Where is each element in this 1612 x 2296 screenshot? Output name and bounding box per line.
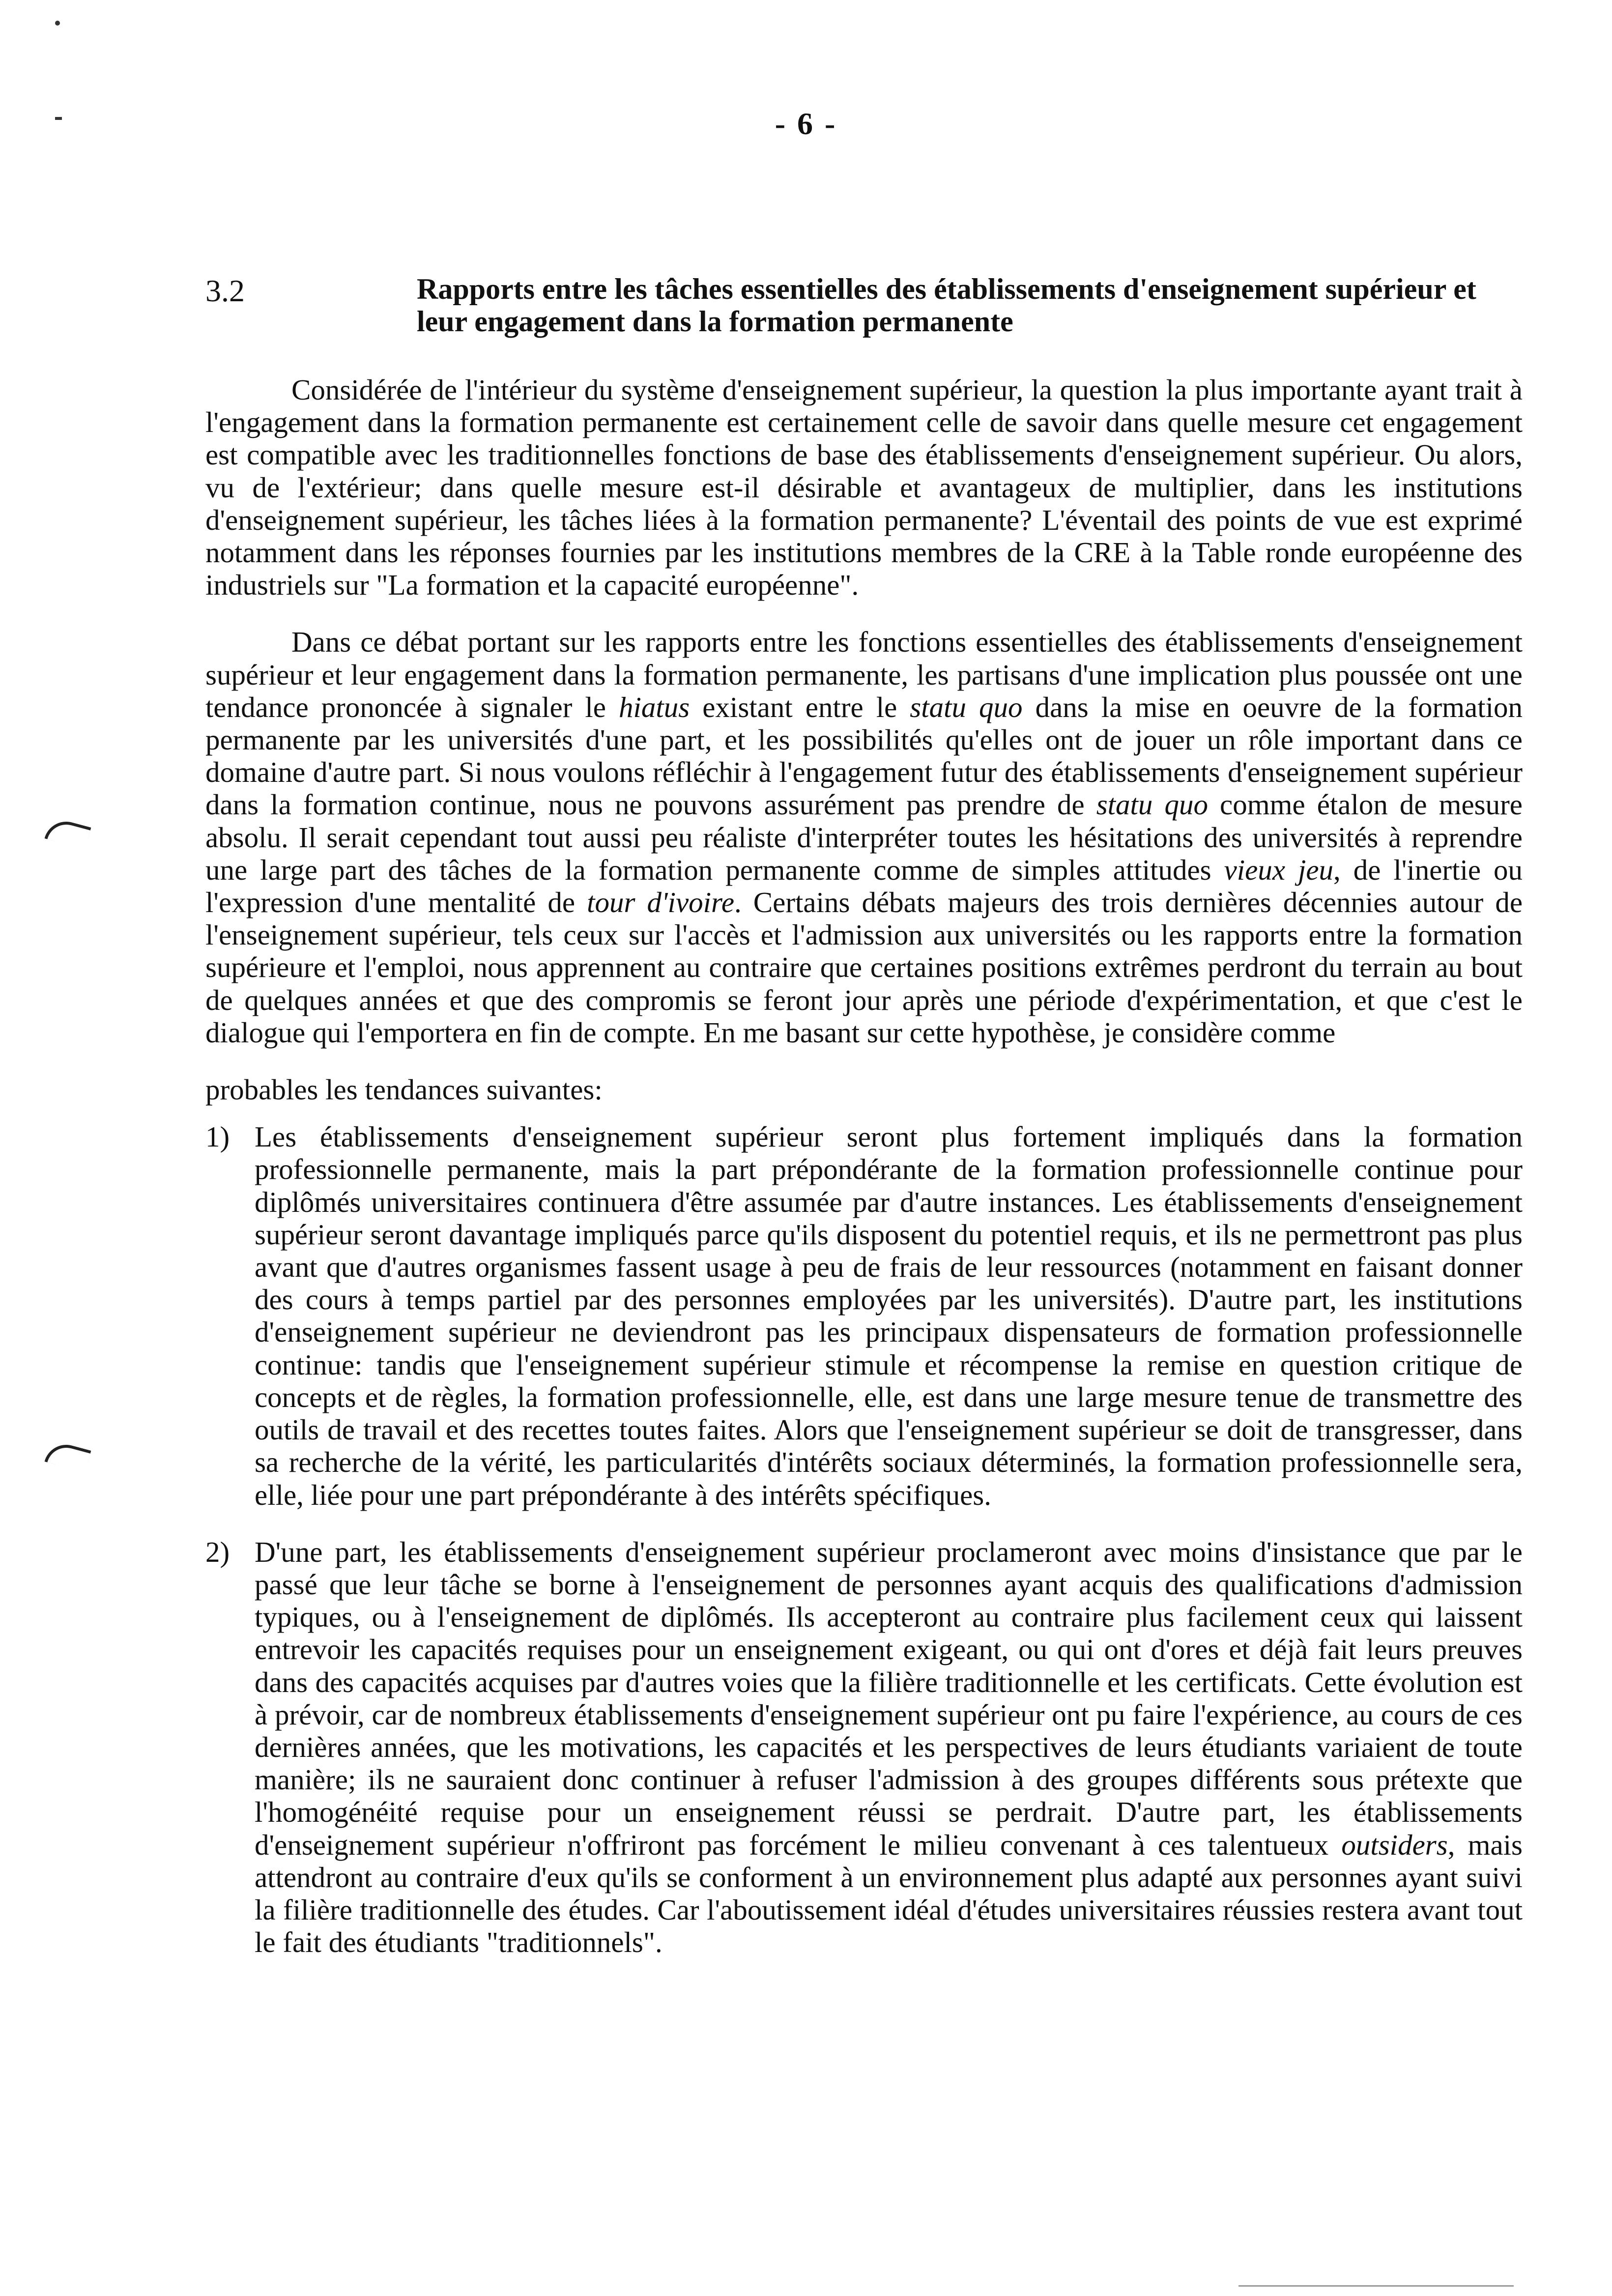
- list-item: [205, 1536, 1523, 1959]
- page-number: - 6 -: [775, 106, 837, 141]
- paragraph: probables les tendances suivantes:: [205, 1073, 603, 1106]
- scan-speck: [55, 21, 60, 26]
- list-marker: 1): [205, 1120, 230, 1153]
- footer-rule: [1238, 2285, 1514, 2287]
- list-item-text: Les établissements d'enseignement supérieur seront plus fortement impliqués dans la formation professionnelle permanente, mais la part prépondérante de la formation professionnelle continue pour diplômés universitaires continuera d'être assumée par d'autre instances. Les établissements d'enseignement supérieur seront davantage impliqués parce qu'ils disposent du potentiel requis, et ils ne permettront pas plus avant que d'autres organismes fassent usage à peu de frais de leur ressources (notamment en faisant donner des cours à temps partiel par des personnes employées par les universités). D'autre part, les institutions d'enseignement supérieur ne deviendront pas les principaux dispensateurs de formation professionnelle continue: tandis que l'enseignement supérieur stimule et récompense la remise en question critique de concepts et de règles, la formation professionnelle, elle, est dans une large mesure tenue de transmettre des outils de travail et des recettes toutes faites. Alors que l'enseignement supérieur se doit de transgresser, dans sa recherche de la vérité, les particularités d'intérêts sociaux déterminés, la formation professionnelle sera, elle, liée pour une part prépondérante à des intérêts spécifiques.: [255, 1120, 1523, 1511]
- margin-bracket-mark: [45, 1440, 91, 1473]
- list-item: [205, 1120, 1523, 1511]
- body-text: [205, 373, 1523, 1983]
- paragraph: Dans ce débat portant sur les rapports entre les fonctions essentielles des établissements d'enseignement supérieur et leur engagement dans la formation permanente, les partisans d'une implication plus poussée ont une tendance prononcée à signaler le hiatus existant entre le statu quo dans la mise en oeuvre de la formation permanente par les universités d'une part, et les possibilités qu'elles ont de jouer un rôle important dans ce domaine d'autre part. Si nous voulons réfléchir à l'engagement futur des établissements d'enseignement supérieur dans la formation continue, nous ne pouvons assurément pas prendre de statu quo comme étalon de mesure absolu. Il serait cependant tout aussi peu réaliste d'interpréter toutes les hésitations des universités à reprendre une large part des tâches de la formation permanente comme de simples attitudes vieux jeu, de l'inertie ou l'expression d'une mentalité de tour d'ivoire. Certains débats majeurs des trois dernières décennies autour de l'enseignement supérieur, tels ceux sur l'accès et l'admission aux universités ou les rapports entre la formation supérieure et l'emploi, nous apprennent au contraire que certaines positions extrêmes perdront du terrain au bout de quelques années et que des compromis se feront jour après une période d'expérimentation, et que c'est le dialogue qui l'emportera en fin de compte. En me basant sur cette hypothèse, je considère comme: [205, 626, 1523, 1049]
- numbered-list: [205, 1120, 1523, 1958]
- paragraph: Considérée de l'intérieur du système d'enseignement supérieur, la question la plus importante ayant trait à l'engagement dans la formation permanente est certainement celle de savoir dans quelle mesure cet engagement est compatible avec les traditionnelles fonctions de base des établissements d'enseignement supérieur. Ou alors, vu de l'extérieur; dans quelle mesure est-il désirable et avantageux de multiplier, dans les institutions d'enseignement supérieur, les tâches liées à la formation permanente? L'éventail des points de vue est exprimé notamment dans les réponses fournies par les institutions membres de la CRE à la Table ronde européenne des industriels sur "La formation et la capacité européenne".: [205, 373, 1523, 602]
- list-item-text: D'une part, les établissements d'enseignement supérieur proclameront avec moins d'insistance que par le passé que leur tâche se borne à l'enseignement de personnes ayant acquis des qualifications d'admission typiques, ou à l'enseignement de diplômés. Ils accepteront au contraire plus facilement ceux qui laissent entrevoir les capacités requises pour un enseignement exigeant, ou qui ont d'ores et déjà fait leurs preuves dans des capacités acquises par d'autres voies que la filière traditionnelle et les certificats. Cette évolution est à prévoir, car de nombreux établissements d'enseignement supérieur ont pu faire l'expérience, au cours de ces dernières années, que les motivations, les capacités et les perspectives de leurs étudiants variaient de toute manière; ils ne sauraient donc continuer à refuser l'admission à des groupes différents sous prétexte que l'homogénéité requise pour un enseignement réussi se perdrait. D'autre part, les établissements d'enseignement supérieur n'offriront pas forcément le milieu convenant à ces talentueux outsiders, mais attendront au contraire d'eux qu'ils se conforment à un environnement plus adapté aux personnes ayant suivi la filière traditionnelle des études. Car l'aboutissement idéal d'études universitaires réussies restera avant tout le fait des étudiants "traditionnels".: [255, 1535, 1523, 1959]
- list-marker: 2): [205, 1535, 230, 1568]
- margin-bracket-mark: [45, 817, 91, 850]
- section-number: 3.2: [205, 273, 245, 308]
- section-title: Rapports entre les tâches essentielles des établissements d'enseignement supérieur et leur engagement dans la formation permanente: [417, 273, 1476, 338]
